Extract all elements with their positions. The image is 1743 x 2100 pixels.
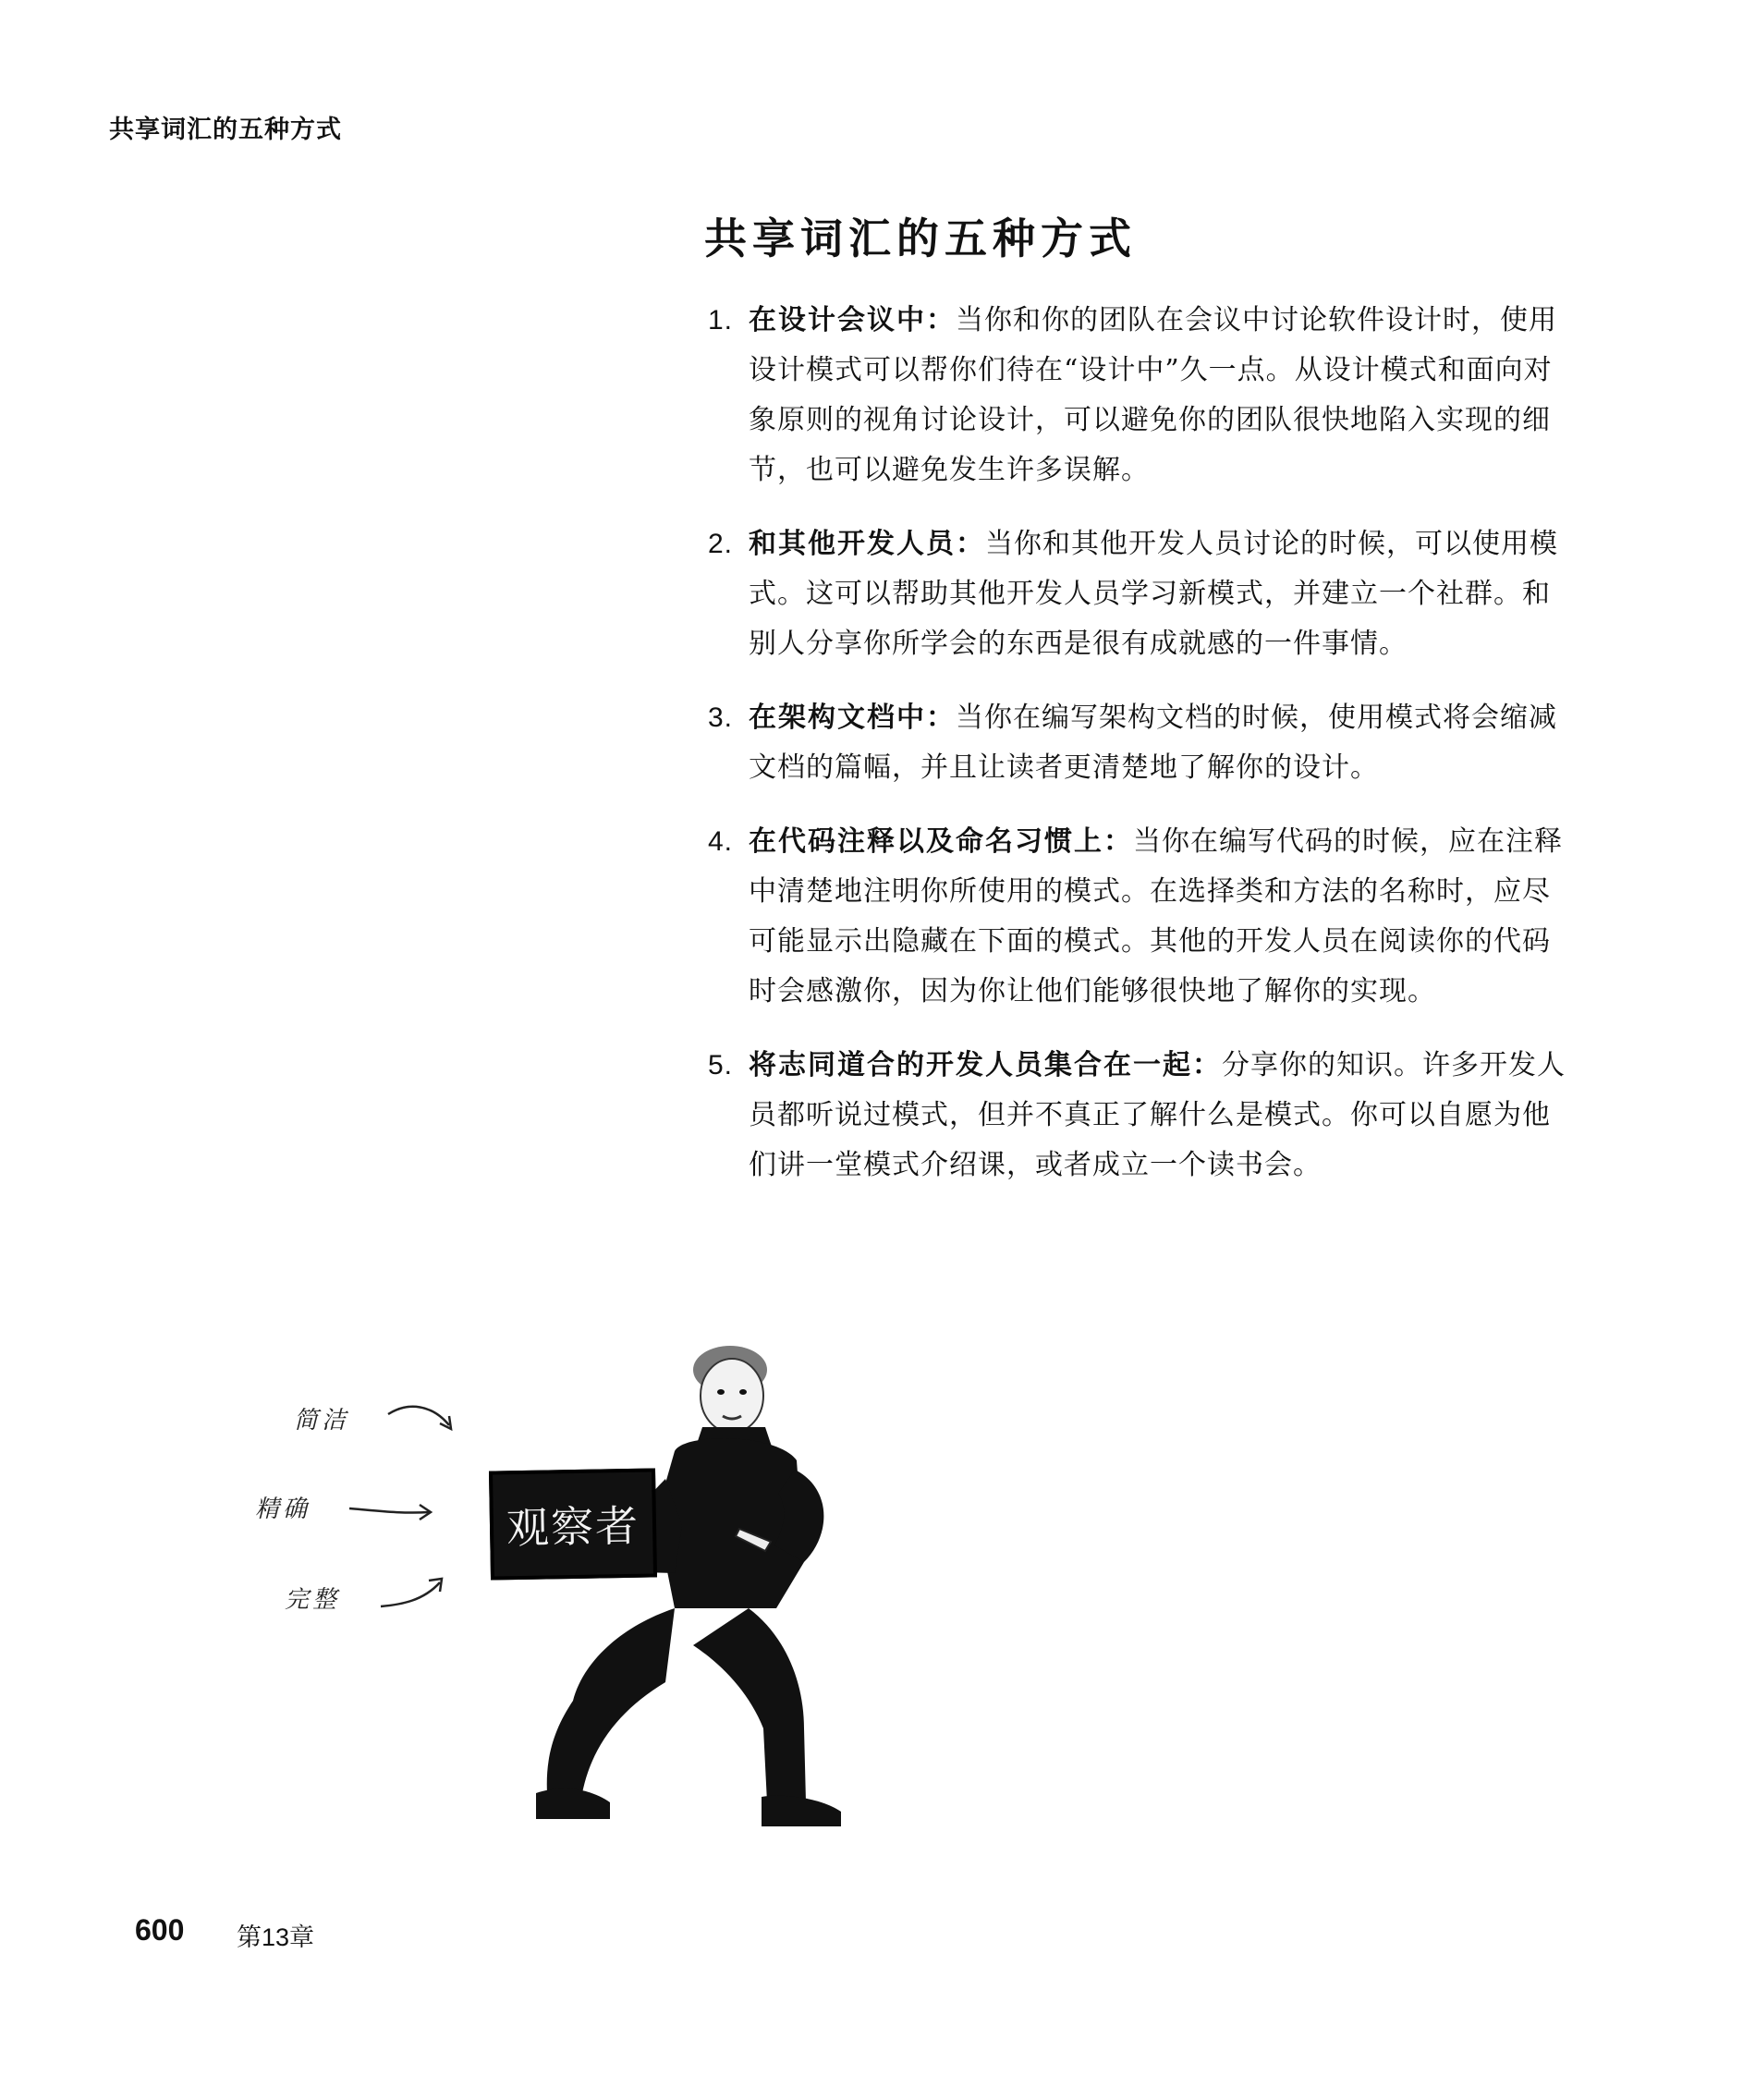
item-number: 2. [708,529,734,559]
section-title: 共享词汇的五种方式 [704,214,1137,263]
observer-figure [222,1331,943,1849]
item-text: 当你在编写架构文档的时候，使用模式将会缩减文档的篇幅，并且让读者更清楚地了解你的设计。 [749,702,1557,784]
handwritten-note: 精确 [255,1496,311,1523]
list-item [708,519,1577,669]
item-text: 当你和你的团队在会议中讨论软件设计时，使用设计模式可以帮你们待在“设计中”久一点。从设计模式和面向对象原则的视角讨论设计，可以避免你的团队很快地陷入实现的细节，也可以避免发生许多误解。 [749,304,1557,486]
observer-sign [489,1468,657,1580]
item-text: 分享你的知识。许多开发人员都听说过模式，但并不真正了解什么是模式。你可以自愿为他们讲一堂模式介绍课，或者成立一个读书会。 [749,1049,1566,1181]
item-number: 4. [708,826,734,857]
handwritten-note: 完整 [285,1586,341,1614]
item-text: 当你和其他开发人员讨论的时候，可以使用模式。这可以帮助其他开发人员学习新模式，并建立一个社群。和别人分享你所学会的东西是很有成就感的一件事情。 [749,528,1558,660]
numbered-list [708,296,1577,1215]
page-number: 600 [135,1913,185,1947]
item-lead: 在设计会议中： [749,304,956,336]
sign-text: 观察者 [506,1500,640,1554]
list-item [708,1041,1577,1190]
item-lead: 在代码注释以及命名习惯上： [749,825,1133,858]
list-item [708,693,1577,793]
person-illustration [397,1331,878,1849]
running-head: 共享词汇的五种方式 [109,116,342,144]
handwritten-note: 简洁 [294,1407,350,1435]
item-lead: 和其他开发人员： [749,528,985,560]
item-number: 5. [708,1050,734,1081]
list-item [708,817,1577,1017]
item-text: 当你在编写代码的时候，应在注释中清楚地注明你所使用的模式。在选择类和方法的名称时，应尽可能显示出隐藏在下面的模式。其他的开发人员在阅读你的代码时会感激你，因为你让他们能够很快地了解你的实现。 [749,825,1563,1007]
item-lead: 将志同道合的开发人员集合在一起： [749,1049,1222,1081]
item-number: 1. [708,305,734,336]
item-lead: 在架构文档中： [749,702,956,734]
list-item [708,296,1577,495]
chapter-label: 第13章 [237,1923,315,1951]
item-number: 3. [708,702,734,733]
